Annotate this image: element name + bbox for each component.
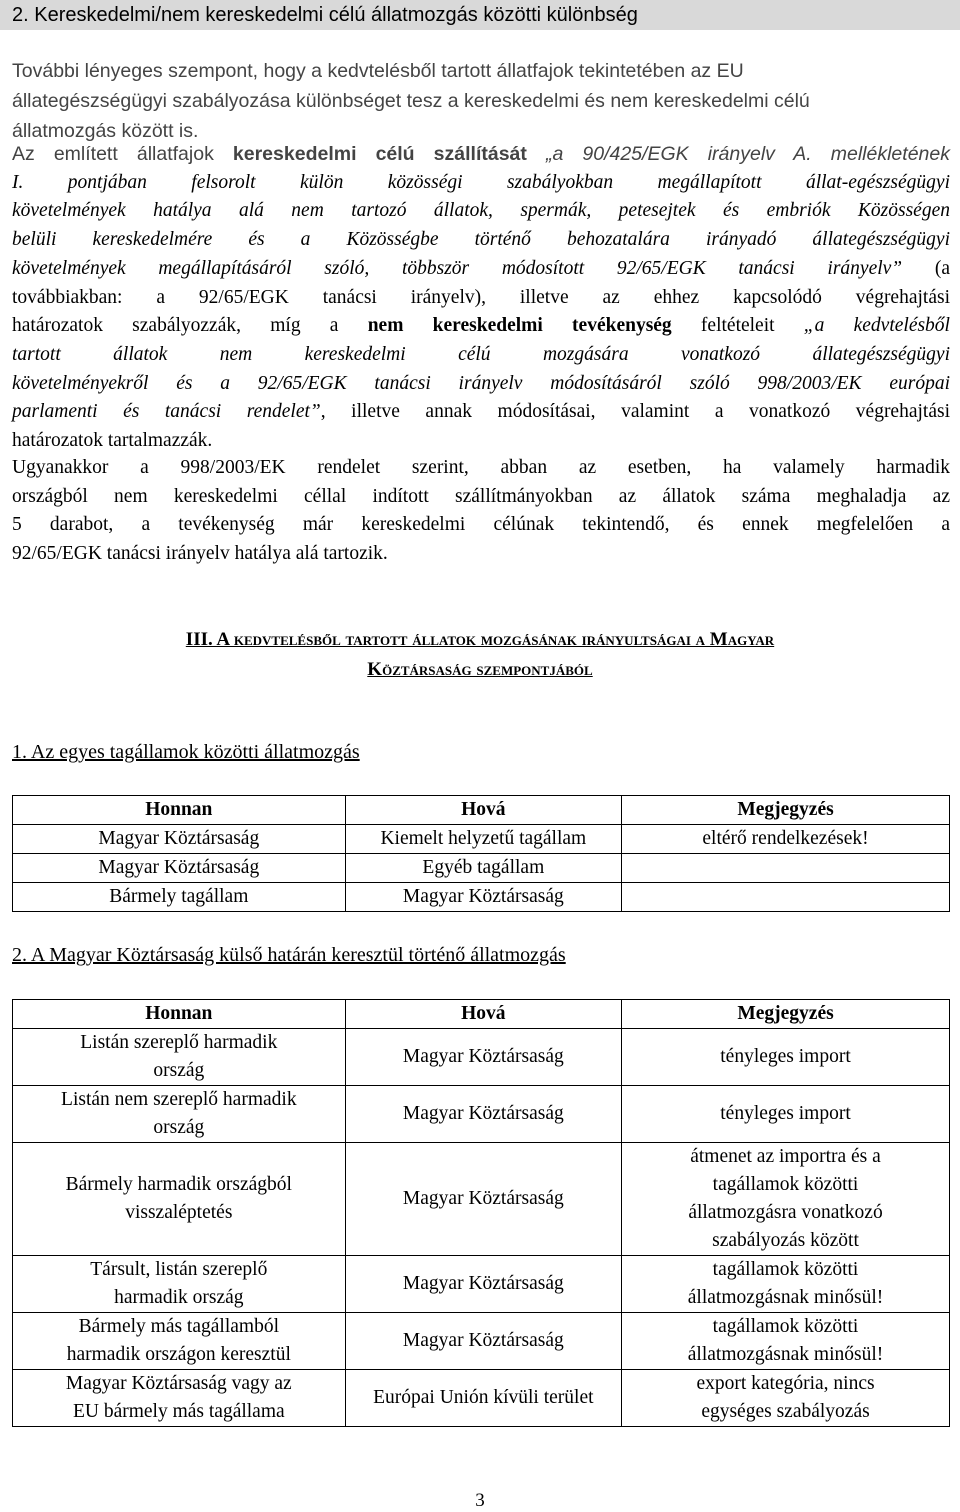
cell-line: ország [153,1117,205,1138]
cell-line: átmenet az importra és a [690,1146,881,1167]
paragraph-line: országból nem kereskedelmi céllal indított szállítmányokban az állatok száma meghaladja az [12,485,950,507]
table-cell: eltérő rendelkezések! [622,825,950,854]
chapter-title-line: III. A kedvtelésből tartott állatok mozgásának irányultságai a Magyar [185,629,775,650]
table-cell [622,1313,950,1370]
cell-line: állatmozgásnak minősül! [687,1344,884,1365]
italic-run: belüli kereskedelmére és a Közösségbe történő behozatalára irányadó állategészségügyi [12,229,950,251]
column-header: Honnan [13,1000,346,1029]
table-row [13,1256,950,1313]
table-cell [345,1256,621,1313]
table-cell [622,1370,950,1427]
chapter-title-line: Köztársaság szempontjából [367,659,593,680]
cell-line: harmadik ország [114,1287,244,1308]
column-header: Megjegyzés [622,796,950,825]
column-header: Hová [345,1000,621,1029]
paragraph-line: továbbiakban: a 92/65/EGK tanácsi irányelv), illetve az ehhez kapcsolódó végrehajtási [12,286,950,308]
paragraph-line [12,197,950,226]
table-cell [13,1029,346,1086]
italic-run: követelmények megállapításáról szóló, többször módosított 92/65/EGK tanácsi irányelv” [12,257,903,279]
paragraph-line [12,341,950,370]
italic-run: parlamenti és tanácsi rendelet” [12,401,321,423]
paragraph-line [12,255,950,284]
table-cell: Egyéb tagállam [345,854,621,883]
cell-line: ország [153,1060,205,1081]
paragraph-threshold [12,454,950,569]
table-row [13,854,950,883]
italic-run: követelményekről és a 92/65/EGK tanácsi irányelv módosításáról szóló 998/2003/EK európai [12,372,950,394]
cell-line: Listán szereplő harmadik [80,1032,278,1053]
table-cell [622,854,950,883]
italic-run: „a kedvtelésből [803,315,950,337]
paragraph-line: határozatok tartalmazzák. [12,430,213,452]
page-number: 3 [475,1490,485,1511]
table-cell [13,1256,346,1313]
cell-line: Magyar Köztársaság [402,1188,564,1209]
paragraph-line [12,169,950,198]
table-cell [13,1086,346,1143]
table-header-row [13,796,950,825]
table-row [13,825,950,854]
column-header: Megjegyzés [622,1000,950,1029]
paragraph-line: állategészségügyi szabályozása különbséget tesz a kereskedelmi és nem kereskedelmi célú [12,90,810,112]
cell-line: visszaléptetés [125,1202,233,1223]
cell-line: Magyar Köztársaság vagy az [65,1373,292,1394]
table-cell [622,1143,950,1256]
italic-run: követelmények hatálya alá nem tartozó állatok, spermák, petesejtek és embriók Közösségen [12,200,950,222]
italic-run: tartott állatok nem kereskedelmi célú mozgására vonatkozó állategészségügyi [12,343,950,365]
table-cell [345,1086,621,1143]
table-row [13,1313,950,1370]
paragraph-line [12,312,950,341]
paragraph-line [12,140,950,169]
cell-line: tényleges import [720,1103,851,1124]
column-header: Honnan [13,796,346,825]
paragraph-line [12,398,950,427]
cell-line: Bármely más tagállamból [78,1316,279,1337]
table-cell: Bármely tagállam [13,883,346,912]
cell-line: tagállamok közötti [712,1316,859,1337]
text-run: (a [902,257,950,279]
section-header: 2. Kereskedelmi/nem kereskedelmi célú állatmozgás közötti különbség [0,0,960,30]
paragraph-intro [12,56,950,146]
cell-line: állatmozgásnak minősül! [687,1287,884,1308]
cell-line: Listán nem szereplő harmadik [61,1089,297,1110]
table-row [13,1029,950,1086]
text-run: Az említett állatfajok [12,143,233,165]
table-row [13,883,950,912]
cell-line: tagállamok közötti [712,1174,859,1195]
cell-line: tagállamok közötti [712,1259,859,1280]
table-cell [345,1029,621,1086]
cell-line: Magyar Köztársaság [402,1103,564,1124]
paragraph-line: Ugyanakkor a 998/2003/EK rendelet szerint, abban az esetben, ha valamely harmadik [12,457,950,478]
table-cell: Magyar Köztársaság [13,854,346,883]
cell-line: Bármely harmadik országból [65,1174,292,1195]
column-header: Hová [345,796,621,825]
text-run: feltételeit [671,315,804,337]
cell-line: Magyar Köztársaság [402,1330,564,1351]
paragraph-line: 5 darabot, a tevékenység már kereskedelmi célúnak tekintendő, és ennek megfelelően a [12,514,950,536]
table-cell [13,1313,346,1370]
table-cell [622,883,950,912]
paragraph-regulation [12,140,950,456]
paragraph-line: állatmozgás között is. [12,120,199,142]
cell-line: tényleges import [720,1046,851,1067]
bold-run: kereskedelmi célú szállítását [232,143,527,165]
chapter-title [0,625,960,685]
cell-line: Magyar Köztársaság [402,1046,564,1067]
table-cell [345,1370,621,1427]
cell-line: állatmozgásra vonatkozó [688,1202,883,1223]
cell-line: Társult, listán szereplő [90,1259,268,1280]
table-cell: Magyar Köztársaság [345,883,621,912]
table-cell [345,1143,621,1256]
italic-run: „a 90/425/EGK irányelv A. mellékletének [526,143,950,165]
table-row [13,1370,950,1427]
cell-line: egységes szabályozás [701,1401,870,1422]
paragraph-line: 92/65/EGK tanácsi irányelv hatálya alá tartozik. [12,543,388,565]
paragraph-line: További lényeges szempont, hogy a kedvtelésből tartott állatfajok tekintetében az EU [12,60,744,82]
cell-line: harmadik országon keresztül [66,1344,291,1365]
table-cell [13,1143,346,1256]
italic-run: I. pontjában felsorolt külön közösségi szabályokban megállapított állat-egészségügyi [12,171,950,193]
table-external-border [12,999,950,1427]
table-member-states [12,795,950,912]
table-cell [622,1029,950,1086]
cell-line: Európai Unión kívüli terület [373,1387,594,1408]
text-run: határozatok szabályozzák, míg a [12,315,368,337]
table-cell [345,1313,621,1370]
table-cell [622,1086,950,1143]
table-row [13,1086,950,1143]
table-cell [622,1256,950,1313]
subheading-external-border: 2. A Magyar Köztársaság külső határán keresztül történő állatmozgás [12,944,566,966]
paragraph-line [12,226,950,255]
bold-run: nem kereskedelmi tevékenység [367,315,672,337]
cell-line: export kategória, nincs [696,1373,875,1394]
cell-line: EU bármely más tagállama [72,1401,285,1422]
cell-line: szabályozás között [712,1230,859,1251]
table-cell [13,1370,346,1427]
paragraph-line [12,370,950,399]
cell-line: Magyar Köztársaság [402,1273,564,1294]
subheading-member-states: 1. Az egyes tagállamok közötti állatmozgás [12,741,360,763]
table-header-row [13,1000,950,1029]
table-cell: Kiemelt helyzetű tagállam [345,825,621,854]
table-cell: Magyar Köztársaság [13,825,346,854]
table-row [13,1143,950,1256]
text-run: , illetve annak módosításai, valamint a vonatkozó végrehajtási [320,401,950,423]
